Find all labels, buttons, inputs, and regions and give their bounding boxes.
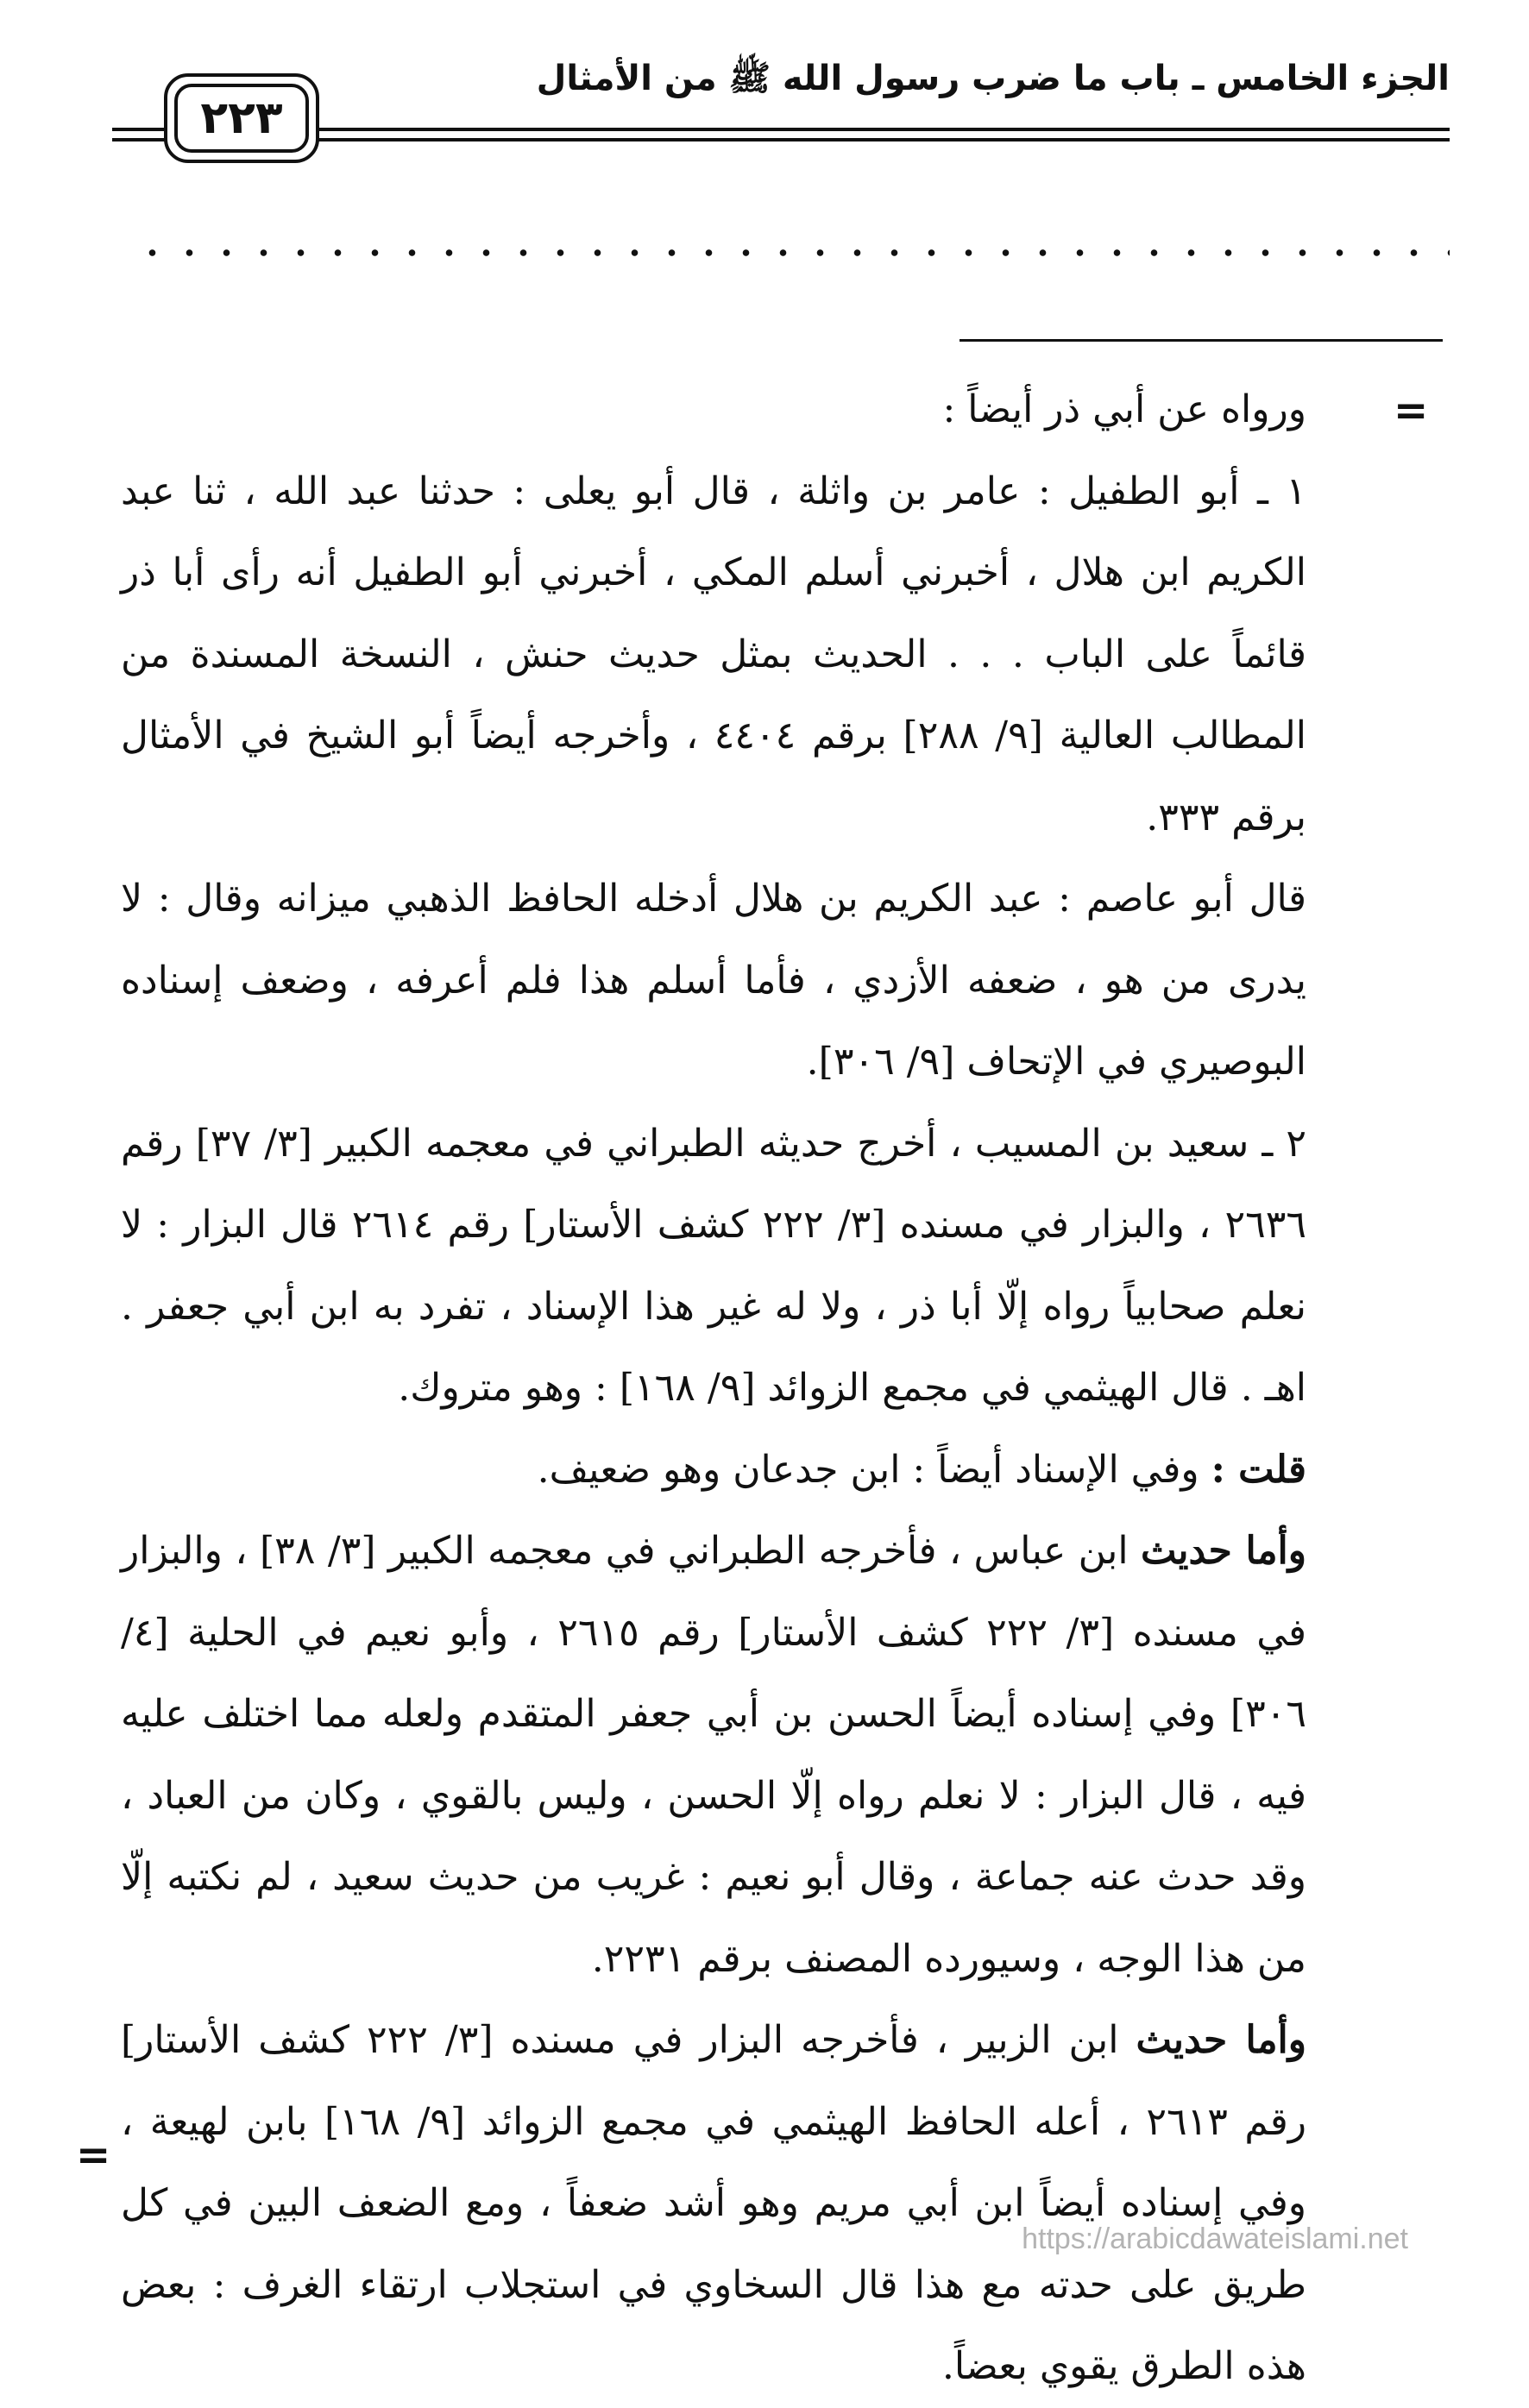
continuation-mark-top: = — [1394, 387, 1429, 435]
page-number-frame — [164, 73, 319, 163]
paragraph: وأما حديث ابن عباس ، فأخرجه الطبراني في معجمه الكبير [٣/ ٣٨] ، والبزار في مسنده [٣/ ٢٢٢ كشف الأستار] رقم ٢٦١٥ ، وأبو نعيم في الحلية [٤/ ٣٠٦] وفي إسناده أيضاً الحسن بن أبي جعفر المتقدم ولعله مما اختلف عليه فيه ، قال البزار : لا نعلم رواه إلّا الحسن ، وليس بالقوي ، وكان من العباد ، وقد حدث عنه جماعة ، وقال أبو نعيم : غريب من حديث سعيد ، لم نكتبه إلّا من هذا الوجه ، وسيورده المصنف برقم ٢٢٣١. — [121, 1529, 1307, 1981]
paragraph: ٢ ـ سعيد بن المسيب ، أخرج حديثه الطبراني في معجمه الكبير [٣/ ٣٧] رقم ٢٦٣٦ ، والبزار في مسنده [٣/ ٢٢٢ كشف الأستار] رقم ٢٦١٤ قال البزار : لا نعلم صحابياً رواه إلّا أبا ذر ، ولا له غير هذا الإسناد ، تفرد به ابن أبي جعفر . اهـ . قال الهيثمي في مجمع الزوائد [٩/ ١٦٨] : وهو متروك. — [121, 1121, 1306, 1410]
watermark-url: https://arabicdawateislami.net — [1022, 2223, 1408, 2255]
running-header-title: الجزء الخامس ـ باب ما ضرب رسول الله ﷺ من الأمثال — [536, 59, 1450, 98]
dotted-separator — [134, 247, 1450, 259]
paragraph: ١ ـ أبو الطفيل : عامر بن واثلة ، قال أبو يعلى : حدثنا عبد الله ، ثنا عبد الكريم ابن هلال ، أخبرني أسلم المكي ، أخبرني أبو الطفيل أنه رأى أبا ذر قائماً على الباب . . . الحديث بمثل حديث حنش ، النسخة المسندة من المطالب العالية [٩/ ٢٨٨] برقم ٤٤٠٤ ، وأخرجه أيضاً أبو الشيخ في الأمثال برقم ٣٣٣. — [121, 468, 1307, 839]
paragraph: قال أبو عاصم : عبد الكريم بن هلال أدخله الحافظ الذهبي ميزانه وقال : لا يدرى من هو ، ضعفه الأزدي ، فأما أسلم هذا فلم أعرفه ، وضعف إسناده البوصيري في الإتحاف [٩/ ٣٠٦]. — [121, 877, 1306, 1084]
paragraph: ورواه عن أبي ذر أيضاً : — [942, 387, 1306, 431]
footnote-rule — [960, 339, 1443, 342]
footnote-body — [121, 369, 1306, 2408]
continuation-mark-bottom: = — [76, 2131, 111, 2179]
paragraph: قلت : وفي الإسناد أيضاً : ابن جدعان وهو ضعيف. — [537, 1447, 1306, 1492]
page-number: ٢٢٣ — [174, 84, 309, 153]
paragraph: وأما حديث ابن الزبير ، فأخرجه البزار في مسنده [٣/ ٢٢٢ كشف الأستار] رقم ٢٦١٣ ، أعله الحافظ الهيثمي في مجمع الزوائد [٩/ ١٦٨] بابن لهيعة ، وفي إسناده أيضاً ابن أبي مريم وهو أشد ضعفاً ، ومع الضعف البين في كل طريق على حدته مع هذا قال السخاوي في استجلاب ارتقاء الغرف : بعض هذه الطرق يقوي بعضاً. — [121, 2018, 1307, 2388]
